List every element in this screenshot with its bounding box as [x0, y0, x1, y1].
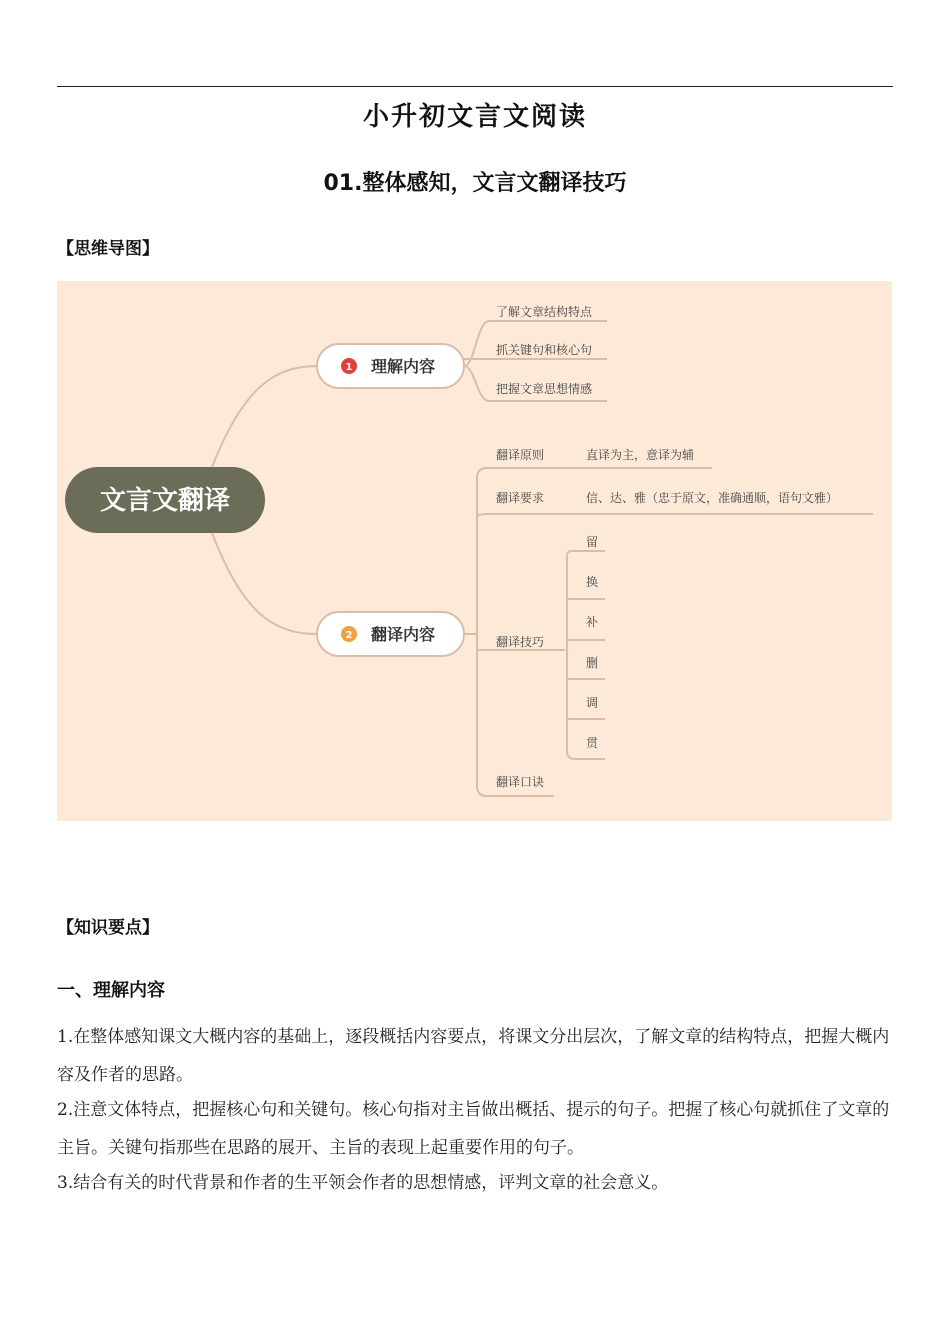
- mind-map-svg: [57, 281, 892, 821]
- branch1-label: 理解内容: [371, 357, 436, 376]
- b1-item-1: 了解文章结构特点: [496, 305, 593, 319]
- branch1-badge-number: 1: [345, 362, 353, 373]
- connector-skill-1: [567, 551, 605, 556]
- connector-root-branch1: [212, 366, 317, 467]
- b1-item-2: 抓关键句和核心句: [496, 343, 593, 357]
- b2-requirement-value: 信、达、雅（忠于原文，准确通顺，语句文雅）: [586, 491, 839, 505]
- knowledge-section-tag: 【知识要点】: [57, 918, 159, 938]
- connector-b2-requirement: [477, 514, 873, 518]
- b1-item-3: 把握文章思想情感: [496, 382, 593, 396]
- b2-skills-label: 翻译技巧: [496, 635, 545, 649]
- skill-item-2: 换: [586, 575, 599, 589]
- b2-requirement-label: 翻译要求: [496, 491, 545, 505]
- skill-item-4: 删: [586, 656, 599, 670]
- mindmap-section-tag: 【思维导图】: [57, 239, 159, 259]
- b2-principle-value: 直译为主，意译为辅: [586, 448, 695, 462]
- header-rule: [57, 86, 893, 87]
- connector-root-branch2: [212, 533, 317, 634]
- paragraph-2: 2.注意文体特点，把握核心句和关键句。核心句指对主旨做出概括、提示的句子。把握了核心句就抓住了文章的主旨。关键句指那些在思路的展开、主旨的表现上起重要作用的句子。: [57, 1100, 890, 1158]
- connector-b2-principle: [477, 468, 712, 478]
- skill-item-5: 调: [586, 696, 599, 710]
- skill-item-1: 留: [586, 535, 599, 549]
- section-heading-1: 一、理解内容: [57, 980, 165, 1001]
- skill-item-6: 贯: [586, 736, 599, 750]
- paragraph-1: 1.在整体感知课文大概内容的基础上，逐段概括内容要点，将课文分出层次，了解文章的结构特点，把握大概内容及作者的思路。: [57, 1027, 890, 1085]
- branch2-badge-number: 2: [345, 630, 353, 641]
- branch2-label: 翻译内容: [371, 625, 436, 644]
- connector-skill-6: [567, 751, 605, 759]
- root-node-label: 文言文翻译: [99, 486, 231, 516]
- mind-map: [57, 281, 892, 821]
- skill-item-3: 补: [586, 615, 599, 629]
- paragraph-3: 3.结合有关的时代背景和作者的生平领会作者的思想情感，评判文章的社会意义。: [57, 1173, 669, 1193]
- document-subtitle: 01.整体感知，文言文翻译技巧: [323, 171, 627, 196]
- document-title: 小升初文言文阅读: [362, 102, 587, 132]
- b2-formula-label: 翻译口诀: [496, 775, 545, 789]
- b2-principle-label: 翻译原则: [496, 448, 545, 462]
